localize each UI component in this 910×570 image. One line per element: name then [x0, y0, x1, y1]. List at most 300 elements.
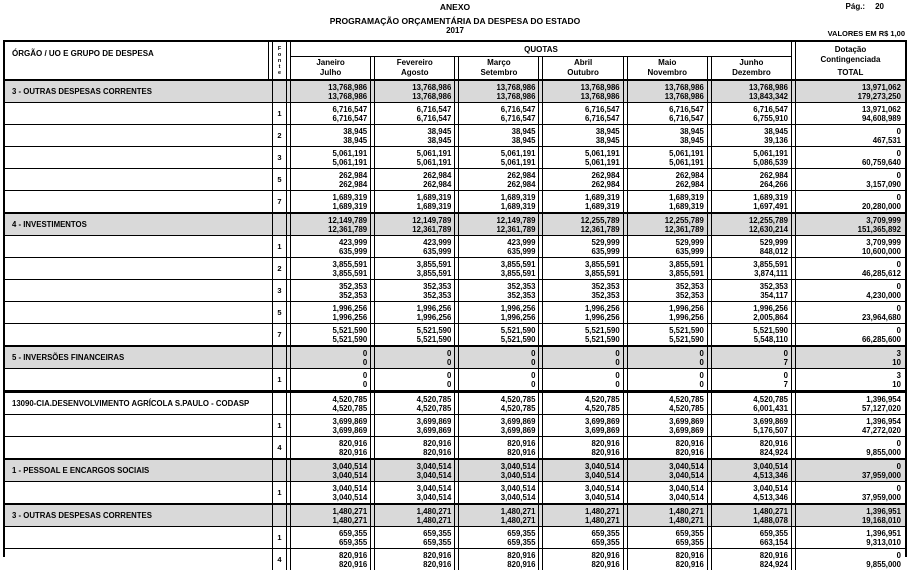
quota-cell	[711, 505, 792, 526]
quota-cell	[374, 280, 455, 301]
value-top: 13,768,986	[664, 82, 704, 92]
value-bottom: 38,945	[343, 135, 368, 145]
value-top: 0	[615, 348, 620, 358]
value-top: 352,353	[759, 281, 788, 291]
value-top: 1,689,319	[500, 192, 536, 202]
quota-cell	[627, 81, 708, 102]
value-top: 5,061,191	[584, 148, 620, 158]
quota-cell	[542, 214, 623, 235]
value-bottom: 13,768,986	[412, 91, 452, 101]
value-top: 0	[896, 461, 901, 471]
value-top: 529,999	[591, 237, 620, 247]
quota-cell	[711, 236, 792, 257]
quota-cell	[711, 125, 792, 146]
value-top: 5,521,590	[669, 325, 704, 335]
month-bottom: Setembro	[480, 68, 518, 77]
organ-column-header: ÓRGÃO / UO E GRUPO DE DESPESA	[5, 42, 269, 79]
value-bottom: 3,040,514	[500, 470, 536, 480]
value-bottom: 6,716,547	[584, 113, 620, 123]
fonte-letter: F	[277, 45, 282, 52]
fonte-value: 1	[272, 415, 287, 436]
value-bottom: 12,361,789	[580, 224, 620, 234]
table-body	[5, 79, 905, 570]
quota-cell	[458, 324, 539, 345]
quota-cell	[542, 549, 623, 570]
quota-cell	[542, 369, 623, 390]
value-top: 3,855,591	[500, 259, 536, 269]
value-top: 4,520,785	[500, 394, 536, 404]
month-top: Maio	[658, 58, 677, 67]
value-bottom: 659,355	[591, 537, 620, 547]
value-top: 262,984	[759, 170, 788, 180]
value-top: 3,699,869	[416, 416, 452, 426]
value-bottom: 38,945	[679, 135, 704, 145]
fonte-value	[272, 393, 287, 414]
value-bottom: 820,916	[423, 559, 452, 569]
quota-cell	[627, 527, 708, 548]
value-top: 352,353	[423, 281, 452, 291]
quota-cell	[374, 258, 455, 279]
value-bottom: 3,040,514	[500, 492, 536, 502]
value-top: 5,061,191	[753, 148, 788, 158]
value-top: 529,999	[675, 237, 704, 247]
value-bottom: 1,689,319	[500, 201, 536, 211]
fonte-letter: n	[277, 57, 282, 64]
value-top: 0	[446, 348, 452, 358]
table-row	[5, 124, 905, 146]
quota-cell	[374, 103, 455, 124]
value-top: 4,520,785	[584, 394, 620, 404]
value-top: 4,520,785	[669, 394, 704, 404]
value-bottom: 13,768,986	[580, 91, 620, 101]
quota-cell	[458, 347, 539, 368]
quota-cell	[711, 280, 792, 301]
value-bottom: 635,999	[338, 246, 368, 256]
value-bottom: 0	[699, 379, 704, 389]
value-top: 0	[362, 348, 368, 358]
row-label	[5, 527, 269, 548]
value-bottom: 467,531	[872, 135, 901, 145]
quota-cell	[290, 258, 371, 279]
value-top: 5,061,191	[500, 148, 536, 158]
row-label: 3 - OUTRAS DESPESAS CORRENTES	[12, 511, 152, 520]
fonte-value: 4	[272, 549, 287, 570]
quota-cell	[627, 549, 708, 570]
value-top: 13,971,062	[861, 82, 901, 92]
quota-cell	[374, 169, 455, 190]
quotas-header: QUOTAS	[290, 42, 792, 57]
quota-cell	[627, 169, 708, 190]
quota-cell	[627, 147, 708, 168]
value-bottom: 12,630,214	[748, 224, 788, 234]
value-bottom: 4,520,785	[500, 403, 536, 413]
value-bottom: 0	[446, 357, 452, 367]
value-bottom: 824,924	[759, 447, 788, 457]
value-top: 262,984	[338, 170, 368, 180]
value-bottom: 820,916	[675, 447, 704, 457]
quota-cell	[542, 147, 623, 168]
value-bottom: 9,313,010	[866, 537, 901, 547]
value-top: 0	[699, 348, 704, 358]
quota-cell	[458, 169, 539, 190]
value-bottom: 820,916	[675, 559, 704, 569]
quota-cell	[711, 549, 792, 570]
quota-cell	[711, 147, 792, 168]
quota-cell	[290, 324, 371, 345]
row-label	[5, 437, 269, 458]
fonte-value: 7	[272, 191, 287, 212]
quota-cell	[458, 147, 539, 168]
value-top: 820,916	[338, 550, 368, 560]
quota-cell	[290, 460, 371, 481]
value-top: 1,689,319	[332, 192, 368, 202]
table-row	[5, 414, 905, 436]
dotacao-column-header	[795, 42, 905, 79]
total-column-label: TOTAL	[837, 68, 864, 77]
quota-cell	[374, 505, 455, 526]
value-bottom: 38,945	[595, 135, 620, 145]
value-bottom: 9,855,000	[866, 559, 901, 569]
value-bottom: 820,916	[338, 559, 368, 569]
quota-cell	[458, 415, 539, 436]
value-top: 1,996,256	[753, 303, 788, 313]
table-row	[5, 323, 905, 345]
quota-cell	[290, 393, 371, 414]
value-bottom: 13,843,342	[748, 91, 788, 101]
row-label	[5, 549, 269, 570]
value-bottom: 151,365,892	[857, 224, 901, 234]
value-top: 3,040,514	[332, 483, 368, 493]
quota-cell	[374, 125, 455, 146]
quota-cell	[374, 549, 455, 570]
value-top: 820,916	[507, 438, 536, 448]
total-cell	[795, 369, 905, 390]
value-bottom: 659,355	[507, 537, 536, 547]
value-top: 0	[783, 370, 788, 380]
document-title: PROGRAMAÇÃO ORÇAMENTÁRIA DA DESPESA DO ESTADO	[329, 16, 581, 26]
table-row	[5, 212, 905, 235]
quota-cell	[290, 437, 371, 458]
value-bottom: 820,916	[507, 559, 536, 569]
quota-cell	[374, 415, 455, 436]
value-bottom: 824,924	[759, 559, 788, 569]
value-bottom: 13,768,986	[496, 91, 536, 101]
value-top: 1,996,256	[500, 303, 536, 313]
value-bottom: 13,768,986	[664, 91, 704, 101]
quota-cell	[627, 236, 708, 257]
quota-cell	[458, 505, 539, 526]
value-bottom: 46,285,612	[861, 268, 901, 278]
quota-cell	[711, 169, 792, 190]
fonte-value: 4	[272, 437, 287, 458]
quota-cell	[711, 415, 792, 436]
quota-cell	[542, 169, 623, 190]
value-bottom: 3,699,869	[669, 425, 704, 435]
page-label: Pág.:	[845, 2, 866, 11]
value-bottom: 3,855,591	[416, 268, 452, 278]
value-bottom: 1,996,256	[332, 312, 368, 322]
month-column-header	[711, 57, 792, 79]
value-bottom: 5,061,191	[669, 157, 704, 167]
value-top: 5,521,590	[753, 325, 788, 335]
value-top: 820,916	[507, 550, 536, 560]
budget-table	[3, 40, 907, 569]
value-top: 820,916	[759, 438, 788, 448]
value-bottom: 3,040,514	[584, 470, 620, 480]
value-top: 262,984	[675, 170, 704, 180]
value-bottom: 3,699,869	[332, 425, 368, 435]
fonte-value: 1	[272, 527, 287, 548]
value-top: 13,971,062	[861, 104, 901, 114]
fonte-value: 1	[272, 482, 287, 503]
quota-cell	[458, 214, 539, 235]
row-label	[5, 258, 269, 279]
value-top: 3,709,999	[866, 215, 901, 225]
value-top: 1,996,256	[416, 303, 452, 313]
value-bottom: 262,984	[507, 179, 536, 189]
value-bottom: 663,154	[759, 537, 788, 547]
value-bottom: 7	[783, 379, 788, 389]
value-bottom: 4,520,785	[332, 403, 368, 413]
value-top: 38,945	[764, 126, 788, 136]
value-bottom: 12,361,789	[496, 224, 536, 234]
fonte-value: 1	[272, 369, 287, 390]
month-top: Janeiro	[316, 58, 345, 67]
fonte-column-header	[272, 42, 287, 79]
quota-cell	[290, 280, 371, 301]
value-bottom: 1,689,319	[332, 201, 368, 211]
quota-cell	[290, 415, 371, 436]
total-cell	[795, 505, 905, 526]
value-bottom: 354,117	[760, 290, 788, 300]
table-row	[5, 257, 905, 279]
fonte-value	[272, 460, 287, 481]
row-label	[5, 415, 269, 436]
document-header	[0, 0, 910, 38]
value-bottom: 0	[362, 379, 368, 389]
quota-cell	[627, 258, 708, 279]
value-top: 1,689,319	[669, 192, 704, 202]
value-top: 659,355	[507, 528, 536, 538]
row-label: 3 - OUTRAS DESPESAS CORRENTES	[12, 87, 152, 96]
value-top: 0	[783, 348, 788, 358]
value-top: 1,480,271	[416, 506, 452, 516]
quota-cell	[374, 302, 455, 323]
total-cell	[795, 549, 905, 570]
value-top: 38,945	[679, 126, 704, 136]
quota-cell	[458, 258, 539, 279]
total-cell	[795, 527, 905, 548]
value-top: 6,716,547	[753, 104, 788, 114]
quota-cell	[458, 437, 539, 458]
row-label: 5 - INVERSÕES FINANCEIRAS	[12, 353, 125, 362]
value-top: 4,520,785	[416, 394, 452, 404]
total-cell	[795, 280, 905, 301]
quota-cell	[458, 369, 539, 390]
row-label	[5, 280, 269, 301]
row-label	[5, 103, 269, 124]
value-top: 423,999	[423, 237, 452, 247]
value-bottom: 0	[446, 379, 452, 389]
quota-cell	[627, 214, 708, 235]
value-bottom: 6,716,547	[416, 113, 452, 123]
total-cell	[795, 415, 905, 436]
value-bottom: 4,230,000	[866, 290, 901, 300]
value-bottom: 1,480,271	[500, 515, 536, 525]
value-bottom: 19,168,010	[861, 515, 901, 525]
value-top: 3,040,514	[669, 461, 704, 471]
total-cell	[795, 147, 905, 168]
value-bottom: 3,157,090	[866, 179, 901, 189]
table-header	[5, 42, 905, 79]
quota-cell	[711, 347, 792, 368]
value-top: 1,996,256	[332, 303, 368, 313]
value-bottom: 352,353	[675, 290, 704, 300]
value-bottom: 848,012	[759, 246, 788, 256]
value-top: 0	[531, 370, 536, 380]
value-top: 5,521,590	[584, 325, 620, 335]
value-bottom: 94,608,989	[861, 113, 901, 123]
value-bottom: 3,040,514	[416, 492, 452, 502]
table-row	[5, 190, 905, 212]
fonte-value: 2	[272, 258, 287, 279]
value-top: 12,255,789	[580, 215, 620, 225]
value-top: 820,916	[675, 550, 704, 560]
quota-cell	[627, 103, 708, 124]
value-top: 3,040,514	[500, 483, 536, 493]
value-top: 0	[896, 483, 901, 493]
value-top: 352,353	[591, 281, 620, 291]
value-top: 3,040,514	[753, 483, 788, 493]
quota-cell	[627, 437, 708, 458]
value-bottom: 39,136	[764, 135, 788, 145]
value-bottom: 3,855,591	[332, 268, 368, 278]
month-top: Junho	[739, 58, 764, 67]
row-label	[5, 369, 269, 390]
total-cell	[795, 214, 905, 235]
fonte-letter: o	[277, 51, 282, 58]
value-top: 4,520,785	[332, 394, 368, 404]
value-top: 352,353	[507, 281, 536, 291]
value-top: 3,040,514	[584, 461, 620, 471]
quota-cell	[542, 103, 623, 124]
quota-cell	[458, 527, 539, 548]
value-top: 38,945	[511, 126, 536, 136]
quota-cell	[290, 505, 371, 526]
value-bottom: 20,280,000	[861, 201, 901, 211]
month-top: Fevereiro	[396, 58, 433, 67]
quota-cell	[542, 347, 623, 368]
value-bottom: 1,480,271	[584, 515, 620, 525]
value-bottom: 264,266	[759, 179, 788, 189]
quota-cell	[542, 527, 623, 548]
value-top: 12,149,789	[412, 215, 452, 225]
value-bottom: 262,984	[338, 179, 368, 189]
value-bottom: 1,996,256	[500, 312, 536, 322]
quota-cell	[290, 125, 371, 146]
value-bottom: 0	[615, 379, 620, 389]
value-top: 4,520,785	[753, 394, 788, 404]
quota-cell	[374, 81, 455, 102]
quota-cell	[458, 302, 539, 323]
value-top: 820,916	[338, 438, 368, 448]
total-cell	[795, 236, 905, 257]
quota-cell	[374, 191, 455, 212]
value-bottom: 820,916	[423, 447, 452, 457]
row-label: 4 - INVESTIMENTOS	[12, 220, 87, 229]
value-bottom: 9,855,000	[866, 447, 901, 457]
value-top: 0	[531, 348, 536, 358]
value-bottom: 6,001,431	[753, 403, 788, 413]
fonte-value: 3	[272, 147, 287, 168]
value-top: 0	[896, 325, 901, 335]
value-top: 3,699,869	[753, 416, 788, 426]
value-bottom: 4,513,346	[753, 492, 788, 502]
quota-cell	[542, 324, 623, 345]
value-bottom: 3,874,111	[754, 268, 788, 278]
value-bottom: 262,984	[591, 179, 620, 189]
value-bottom: 7	[783, 357, 788, 367]
value-bottom: 3,040,514	[416, 470, 452, 480]
value-top: 352,353	[338, 281, 368, 291]
quota-cell	[290, 81, 371, 102]
quota-cell	[374, 236, 455, 257]
value-bottom: 5,521,590	[584, 334, 620, 344]
value-bottom: 3,855,591	[584, 268, 620, 278]
quota-cell	[458, 549, 539, 570]
value-bottom: 1,697,491	[753, 201, 788, 211]
value-bottom: 1,488,078	[753, 515, 788, 525]
value-bottom: 38,945	[427, 135, 452, 145]
value-top: 0	[896, 550, 901, 560]
value-top: 6,716,547	[500, 104, 536, 114]
quota-cell	[627, 280, 708, 301]
value-top: 5,521,590	[500, 325, 536, 335]
value-top: 1,689,319	[753, 192, 788, 202]
value-top: 423,999	[338, 237, 368, 247]
value-top: 6,716,547	[669, 104, 704, 114]
quota-cell	[374, 369, 455, 390]
value-top: 3,699,869	[500, 416, 536, 426]
quota-cell	[627, 347, 708, 368]
value-top: 1,396,951	[866, 528, 901, 538]
fonte-value	[272, 214, 287, 235]
month-column-header	[542, 57, 623, 79]
value-top: 5,061,191	[669, 148, 704, 158]
month-column-header	[458, 57, 539, 79]
row-label	[5, 125, 269, 146]
row-label: 13090-CIA.DESENVOLVIMENTO AGRÍCOLA S.PAULO - CODASP	[12, 399, 250, 408]
page-number: 20	[875, 2, 884, 11]
quota-cell	[711, 527, 792, 548]
value-top: 5,061,191	[416, 148, 452, 158]
month-column-header	[290, 57, 371, 79]
value-top: 12,149,789	[328, 215, 368, 225]
value-bottom: 5,086,539	[753, 157, 788, 167]
value-bottom: 262,984	[423, 179, 452, 189]
value-bottom: 4,520,785	[416, 403, 452, 413]
total-cell	[795, 125, 905, 146]
fonte-letter: t	[278, 63, 281, 70]
fonte-value: 1	[272, 103, 287, 124]
row-label	[5, 191, 269, 212]
table-row	[5, 390, 905, 414]
total-cell	[795, 482, 905, 503]
total-cell	[795, 393, 905, 414]
quota-cell	[290, 482, 371, 503]
quota-cell	[711, 437, 792, 458]
value-top: 1,480,271	[584, 506, 620, 516]
